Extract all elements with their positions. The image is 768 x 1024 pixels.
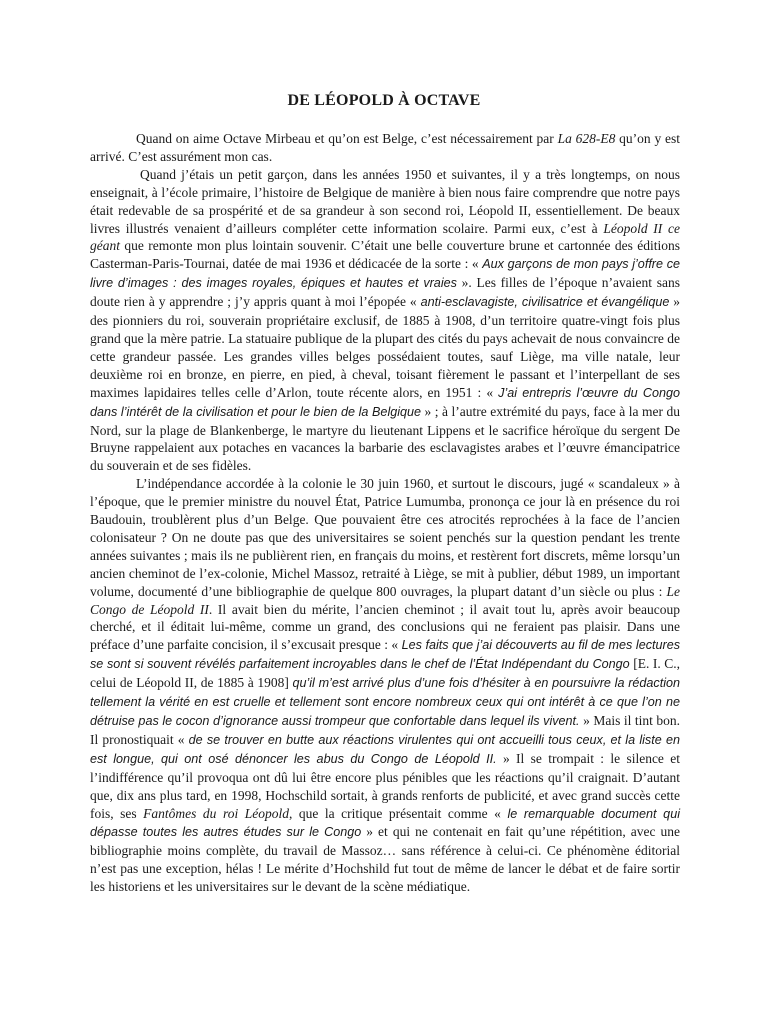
italic-text: Fantômes du roi Léopold bbox=[143, 805, 289, 821]
italic-text: Les faits que j’ai découverts au fil de mes lectures se sont si souvent révélés parfaitement incroyables dans le chef de l’État Indépendant du Congo bbox=[90, 638, 680, 672]
italic-text: Léopold II ce géant bbox=[90, 220, 680, 254]
text: Quand on aime Octave Mirbeau et qu’on est Belge, c’est nécessairement par bbox=[136, 131, 558, 146]
text: . Il avait bien du mérite, l’ancien cheminot ; il avait tout lu, après avoir beaucoup cherché, et il éditait lui-même, comme un grand, des conclusions qui ne feraient pas plaisir. Dans une préface d’une parfaite concision, il s’excusait presque : « bbox=[90, 601, 680, 653]
text: » ; à l’autre extrémité du pays, face à la mer du Nord, sur la plage de Blankenberge, le martyre du lieutenant Lippens et le sacrifice héroïque du sergent De Bruyne rappelaient aux potaches en vacances la barbarie des esclavagistes arabes et l’œuvre émancipatrice du souverain et de ses fidèles. bbox=[90, 403, 680, 474]
italic-text: J’ai entrepris l’œuvre du Congo dans l’intérêt de la civilisation et pour le bien de la Belgique bbox=[90, 385, 680, 419]
text: Quand j’étais un petit garçon, dans les années 1950 et suivantes, il y a très longtemps, on nous enseignait, à l’école primaire, l’histoire de Belgique de manière à bien nous faire comprendre que notre pays était redevable de sa prospérité et de sa grandeur à son second roi, Léopold II, essentiellement. De beaux livres illustrés venaient d’ailleurs compléter cette information scolaire. Parmi eux, c’est à bbox=[90, 166, 680, 236]
text: [E. I. C., celui de Léopold II, de 1885 à 1908] bbox=[90, 656, 681, 691]
italic-text: de se trouver en butte aux réactions virulentes qui ont accueilli tous ceux, et la liste en est longue, qui ont osé dénoncer les abus du Congo de Léopold II. bbox=[90, 732, 680, 766]
document-body bbox=[90, 130, 680, 896]
italic-text: qu’il m’est arrivé plus d’une fois d’hésiter à en poursuivre la rédaction tellement la vérité en est cruelle et tellement sont encore nombreux ceux qui ont intérêt à ce que l’on ne détruise pas le cocon d’ignorance aussi trompeur que confortable dans lequel ils vivent. bbox=[90, 676, 681, 728]
paragraph-2 bbox=[90, 166, 680, 475]
text: » et qui ne contenait en fait qu’une répétition, avec une bibliographie moins complète, du travail de Massoz… sans référence à celui-ci. Ce phénomène éditorial n’est pas une exception, hélas ! Le mérite d’Hochshild fut tout de même de lancer le débat et de faire sortir les historiens et les universitaires sur le devant de la scène médiatique. bbox=[90, 824, 681, 895]
text: ». Les filles de l’époque n’avaient sans doute rien à y apprendre ; j’y appris quant à moi l’épopée « bbox=[90, 275, 680, 310]
text: » des pionniers du roi, souverain propriétaire exclusif, de 1885 à 1908, d’un territoire quatre-vingt fois plus grand que la mère patrie. La statuaire publique de la plupart des cités du pays achevait de nous convaincre de cette grandeur passée. Les grandes villes belges possédaient toutes, sauf Liège, ma ville natale, leur deuxième roi en bronze, en pierre, en pied, à cheval, toisant fièrement le passant et l’interpellant de ses maximes lapidaires telles celle d’Arlon, toute récente alors, en 1951 : « bbox=[90, 294, 681, 400]
text: » Il se trompait : le silence et l’indifférence qu’il provoqua ont dû lui être encore plus pénibles que les réactions qu’il craignait. D’autant que, dix ans plus tard, en 1998, Hochschild sortait, à grands renforts de publicité, et avec grand succès cette fois, ses bbox=[90, 750, 681, 821]
italic-text: Aux garçons de mon pays j’offre ce livre d’images : des images royales, épiques et hautes et vraies bbox=[90, 257, 680, 291]
italic-text: Le Congo de Léopold II bbox=[90, 583, 680, 617]
italic-text: le remarquable document qui dépasse toutes les autres études sur le Congo bbox=[90, 806, 680, 840]
text: que remonte mon plus lointain souvenir. C’était une belle couverture brune et cartonnée des éditions Casterman-Paris-Tournai, datée de mai 1936 et dédicacée de la sorte : « bbox=[90, 238, 680, 272]
italic-text: anti-esclavagiste, civilisatrice et évangélique bbox=[420, 295, 670, 310]
text: , que la critique présentait comme « bbox=[288, 805, 508, 821]
text: » Mais il tint bon. Il pronostiquait « bbox=[90, 713, 680, 747]
paragraph-1 bbox=[90, 130, 680, 166]
text: qu’on y est arrivé. C’est assurément mon cas. bbox=[90, 131, 681, 164]
text: L’indépendance accordée à la colonie le 30 juin 1960, et surtout le discours, jugé « scandaleux » à l’époque, que le premier ministre du nouvel État, Patrice Lumumba, prononça ce jour là en présence du roi Baudouin, troublèrent plus d’un Belge. Que pouvaient être ces atrocités reprochées à la face de l’ancien colonisateur ? On ne doute pas que des universitaires se soient penchés sur la question pendant les trente années suivantes ; mais ils ne publièrent rien, en français du moins, et restèrent fort discrets, même lorsqu’un ancien cheminot de l’ex-colonie, Michel Massoz, retraité à Liège, se mit à publier, début 1989, un important volume, documenté d’une bibliographie de quelque 800 ouvrages, la plupart datant d’un siècle ou plus : bbox=[90, 476, 680, 599]
paragraph-3 bbox=[90, 475, 680, 896]
page-title: DE LÉOPOLD À OCTAVE bbox=[287, 92, 481, 109]
italic-text: La 628-E8 bbox=[557, 131, 616, 146]
